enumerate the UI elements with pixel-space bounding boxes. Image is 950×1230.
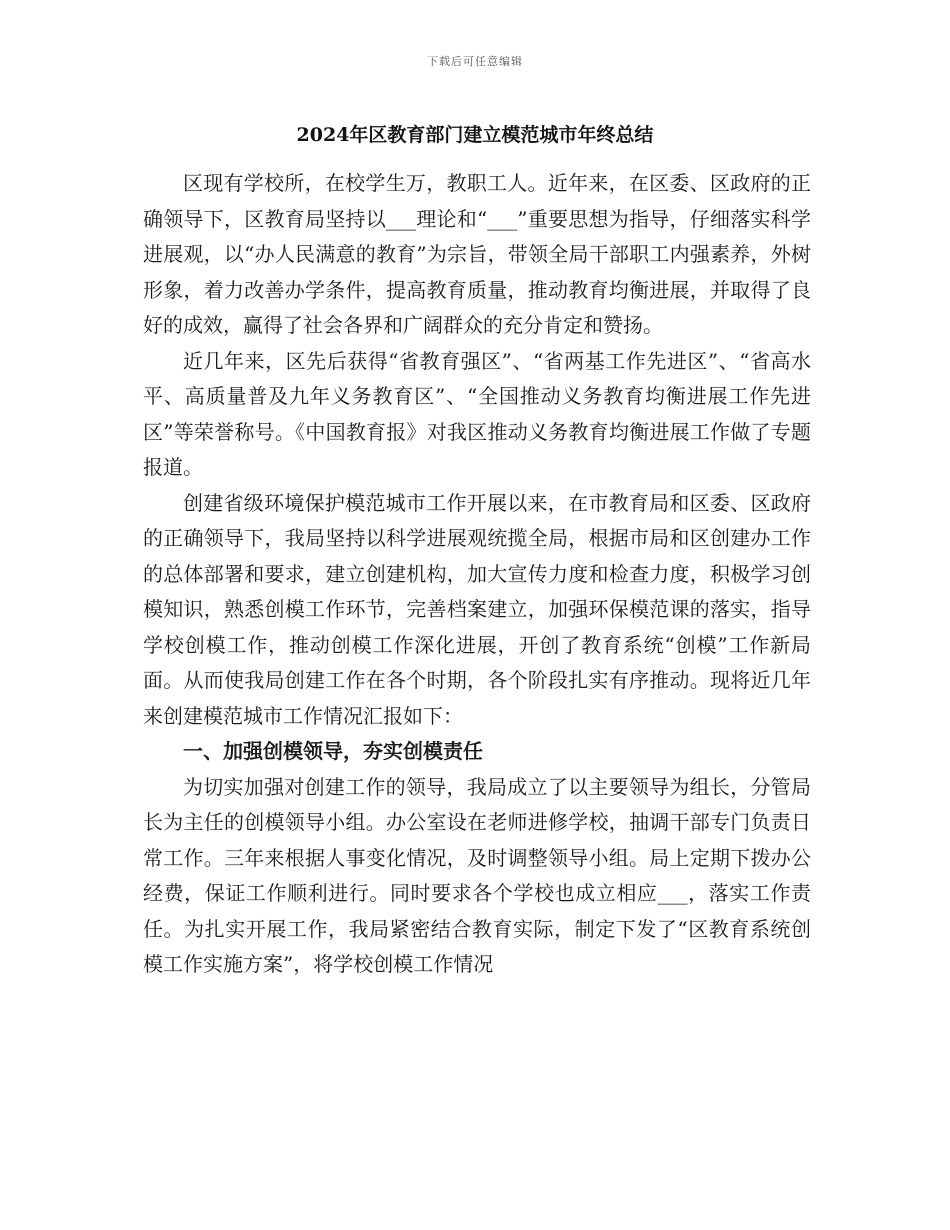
document-body (143, 166, 811, 983)
document-title: 2024年区教育部门建立模范城市年终总结 (296, 124, 654, 146)
section-heading: 一、加强创模领导，夯实创模责任 (183, 739, 483, 763)
paragraph-intro: 区现有学校所，在校学生万，教职工人。近年来，在区委、区政府的正确领导下，区教育局坚持以___理论和“___”重要思想为指导，仔细落实科学进展观，以“办人民满意的教育”为宗旨，带领全局干部职工内强素养，外树形象，着力改善办学条件，提高教育质量，推动教育均衡进展，并取得了良好的成效，赢得了社会各界和广阔群众的充分肯定和赞扬。 (143, 171, 811, 337)
paragraph-creation-work: 创建省级环境保护模范城市工作开展以来，在市教育局和区委、区政府的正确领导下，我局坚持以科学进展观统揽全局，根据市局和区创建办工作的总体部署和要求，建立创建机构，加大宣传力度和检查力度，积极学习创模知识，熟悉创模工作环节，完善档案建立，加强环保模范课的落实，指导学校创模工作，推动创模工作深化进展，开创了教育系统“创模”工作新局面。从而使我局创建工作在各个时期，各个阶段扎实有序推动。现将近几年来创建模范城市工作情况汇报如下： (143, 490, 811, 728)
paragraph-leadership: 为切实加强对创建工作的领导，我局成立了以主要领导为组长，分管局长为主任的创模领导小组。办公室设在老师进修学校，抽调干部专门负责日常工作。三年来根据人事变化情况，及时调整领导小组。局上定期下拨办公经费，保证工作顺利进行。同时要求各个学校也成立相应___，落实工作责任。为扎实开展工作，我局紧密结合教育实际，制定下发了“区教育系统创模工作实施方案”，将学校创模工作情况 (143, 774, 811, 976)
paragraph-honors: 近几年来，区先后获得“省教育强区”、“省两基工作先进区”、“省高水平、高质量普及九年义务教育区”、“全国推动义务教育均衡进展工作先进区”等荣誉称号。《中国教育报》对我区推动义务教育均衡进展工作做了专题报道。 (143, 348, 811, 479)
page-header-note: 下载后可任意编辑 (427, 55, 523, 68)
